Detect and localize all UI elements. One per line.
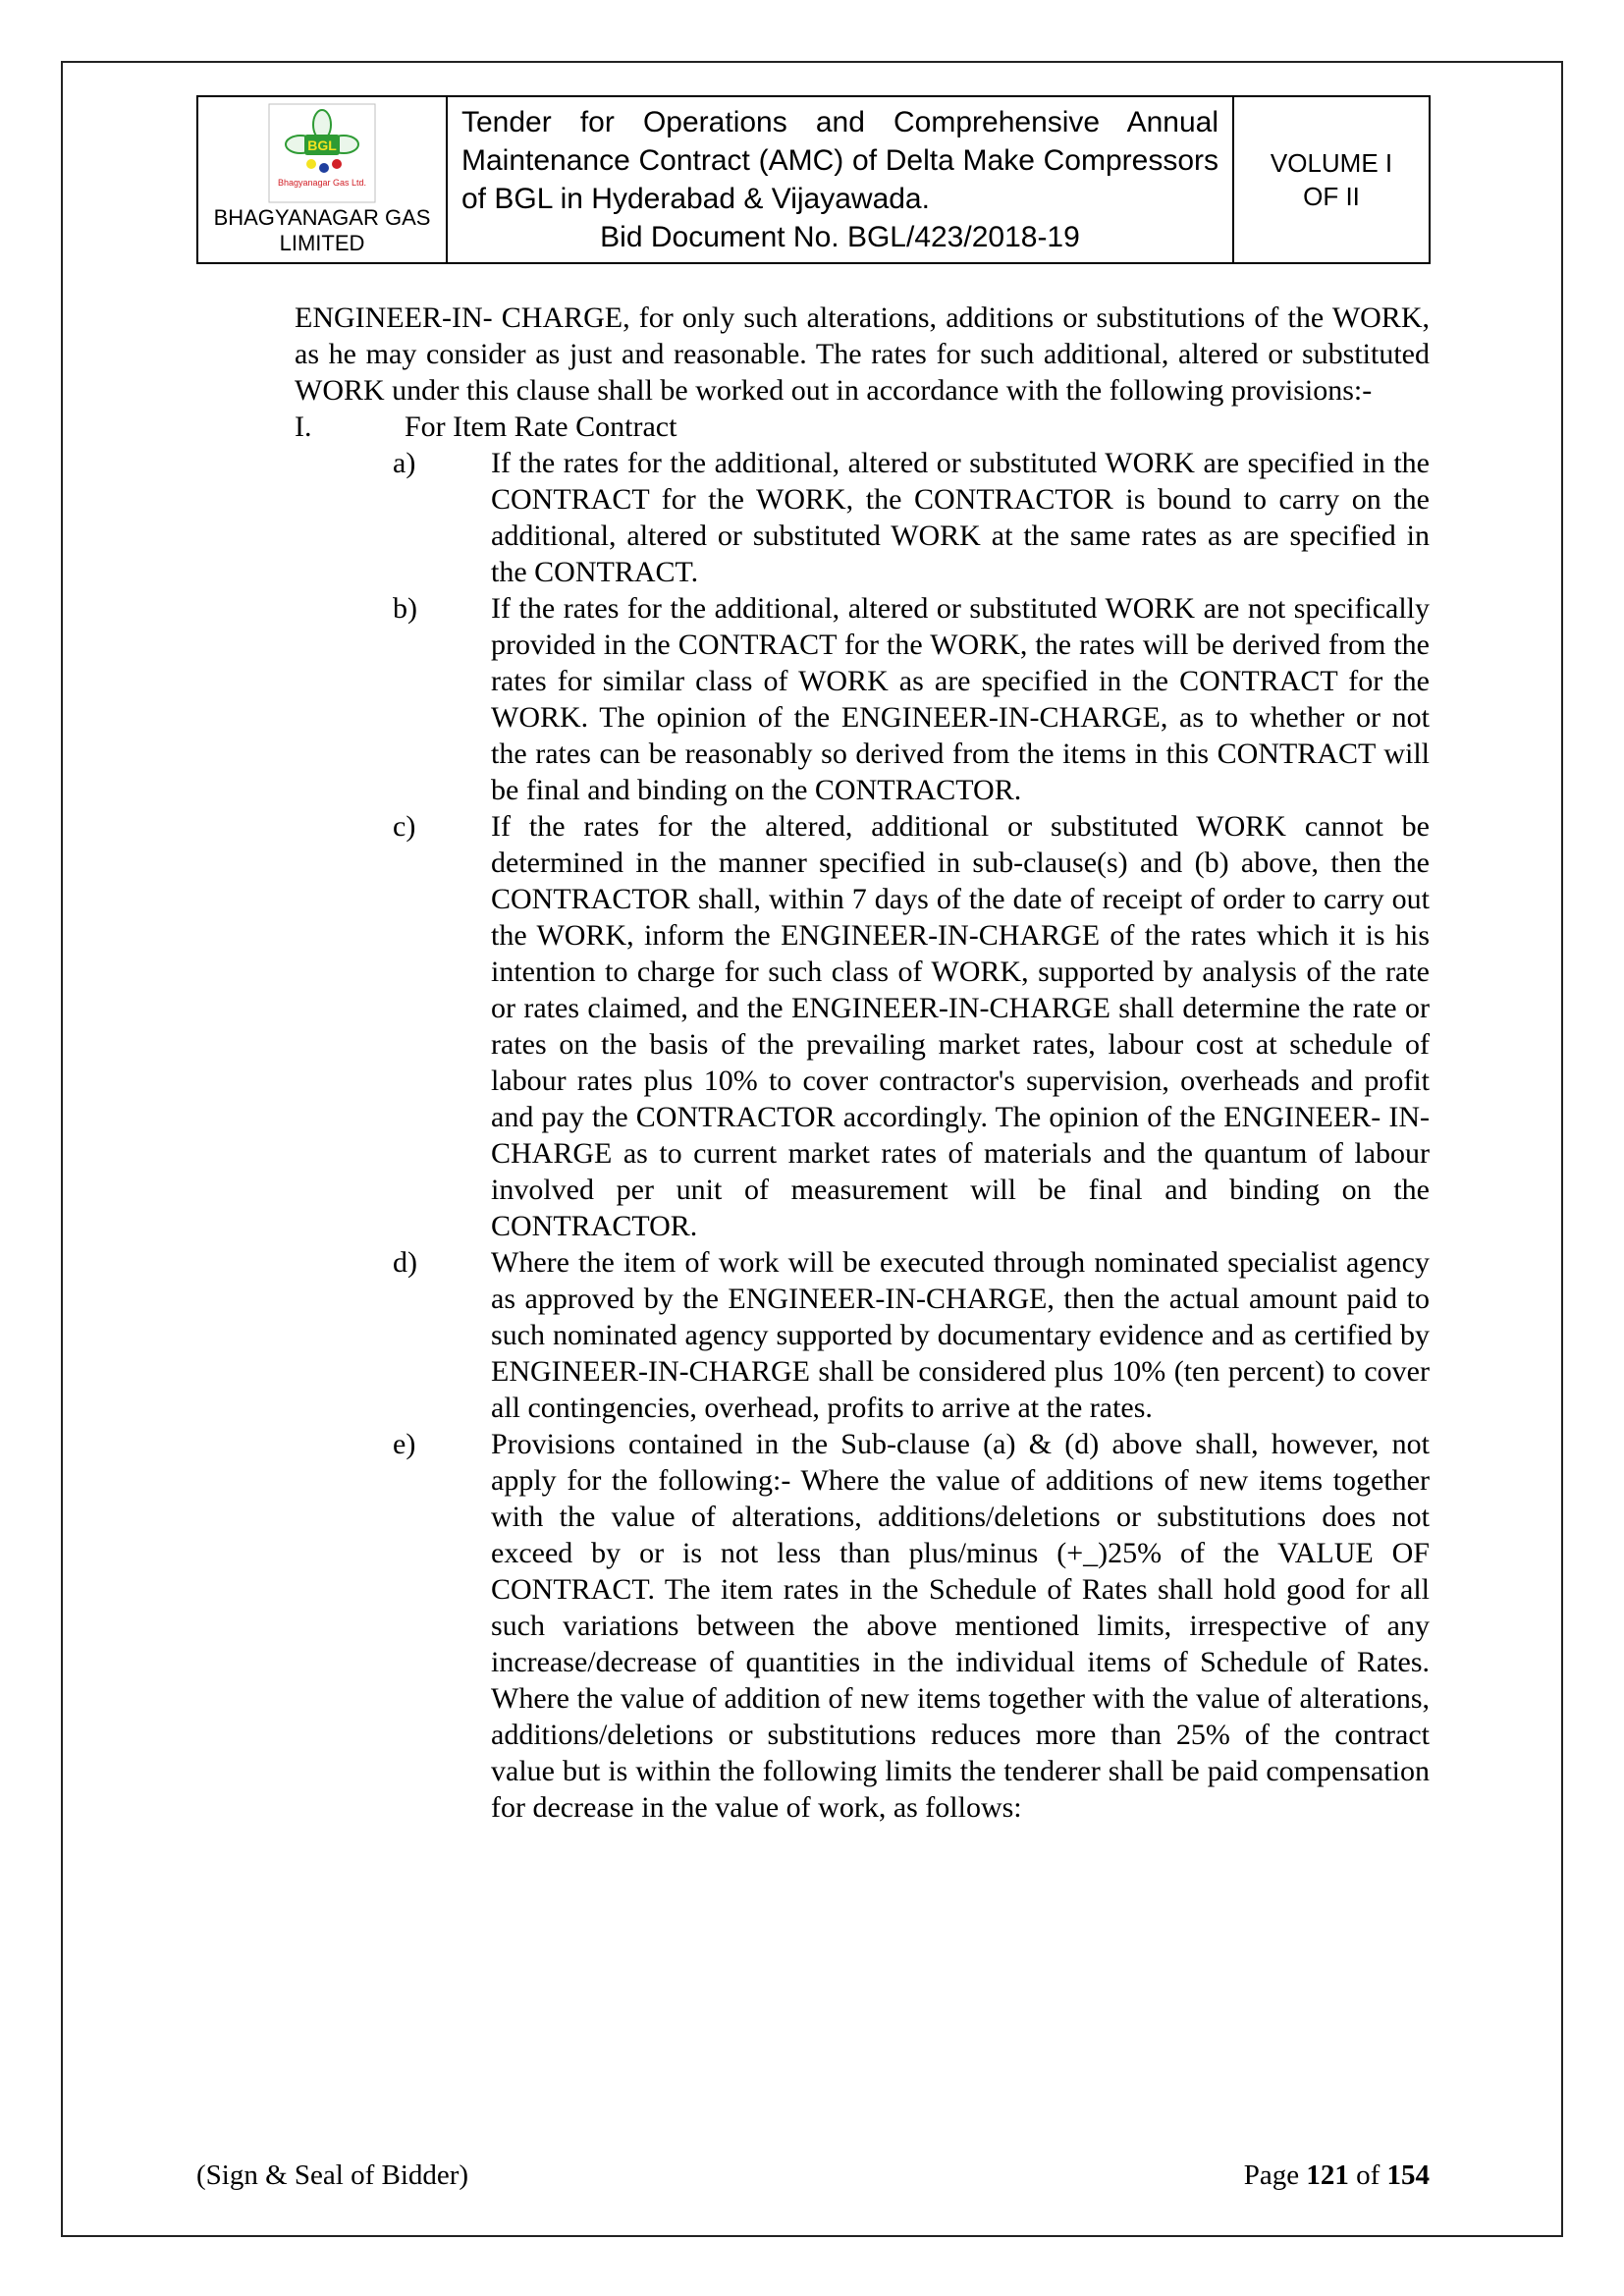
clause-item-b [393, 590, 1430, 808]
org-name [214, 205, 431, 256]
section-title: For Item Rate Contract [405, 410, 677, 443]
section-heading [295, 409, 1430, 445]
document-body [295, 300, 1430, 1826]
clause-item-c [393, 808, 1430, 1244]
document-header [196, 95, 1431, 264]
bid-document-number: Bid Document No. BGL/423/2018-19 [600, 221, 1080, 253]
sign-seal-label: (Sign & Seal of Bidder) [196, 2159, 469, 2191]
title-cell [446, 97, 1232, 262]
clause-label: b) [393, 592, 417, 625]
logo-cell [198, 97, 446, 262]
clause-item-a [393, 445, 1430, 590]
document-footer [196, 2159, 1430, 2192]
logo-acronym: BGL [307, 137, 337, 153]
clause-text: Provisions contained in the Sub-clause (a) & (d) above shall, however, not apply for the following:- Where the value of additions of new items together with the value of alterations, additions/deletions or substitutions does not exceed by or is not less than plus/minus (+_)25% of the VALUE OF CONTRACT. The item rates in the Schedule of Rates shall hold good for all such variations between the above mentioned limits, irrespective of any increase/decrease of quantities in the individual items of Schedule of Rates. Where the value of addition of new items together with the value of alterations, additions/deletions or substitutions reduces more than 25% of the contract value but is within the following limits the tenderer shall be paid compensation for decrease in the value of work, as follows: [491, 1428, 1430, 1824]
clause-text: If the rates for the additional, altered or substituted WORK are specified in the CONTRACT for the WORK, the CONTRACTOR is bound to carry on the additional, altered or substituted WORK at the same rates as are specified in the CONTRACT. [491, 447, 1430, 588]
clause-label: e) [393, 1428, 416, 1460]
page-total: 154 [1386, 2159, 1430, 2191]
page-current: 121 [1306, 2159, 1349, 2191]
clause-text: Where the item of work will be executed through nominated specialist agency as approved by the ENGINEER-IN-CHARGE, then the actual amount paid to such nominated agency supported by documentary evidence and as certified by ENGINEER-IN-CHARGE shall be considered plus 10% (ten percent) to cover all contingencies, overhead, profits to arrive at the rates. [491, 1246, 1430, 1424]
tender-title: Tender for Operations and Comprehensive Annual Maintenance Contract (AMC) of Delta Make Compressors of BGL in Hyderabad & Vijayawada. [461, 106, 1218, 215]
clause-item-d [393, 1244, 1430, 1426]
bgl-logo-icon [268, 103, 376, 203]
clause-label: c) [393, 810, 416, 843]
volume-cell [1232, 97, 1429, 262]
volume-line2: OF II [1303, 182, 1360, 211]
section-number: I. [295, 410, 312, 443]
org-name-line2: LIMITED [279, 231, 365, 255]
clause-label: d) [393, 1246, 417, 1279]
of-word: of [1356, 2159, 1380, 2191]
org-name-line1: BHAGYANAGAR GAS [213, 205, 431, 230]
volume-line1: VOLUME I [1270, 148, 1393, 178]
page-number-label [1244, 2159, 1430, 2192]
clause-item-e [393, 1426, 1430, 1826]
clause-text: If the rates for the altered, additional or substituted WORK cannot be determined in the manner specified in sub-clause(s) and (b) above, then the CONTRACTOR shall, within 7 days of the date of receipt of order to carry out the WORK, inform the ENGINEER-IN-CHARGE of the rates which it is his intention to charge for such class of WORK, supported by analysis of the rate or rates claimed, and the ENGINEER-IN-CHARGE shall determine the rate or rates on the basis of the prevailing market rates, labour cost at schedule of labour rates plus 10% to cover contractor's supervision, overheads and profit and pay the CONTRACTOR accordingly. The opinion of the ENGINEER- IN-CHARGE as to current market rates of materials and the quantum of labour involved per unit of measurement will be final and binding on the CONTRACTOR. [491, 810, 1430, 1242]
clause-label: a) [393, 447, 416, 479]
logo-caption: Bhagyanagar Gas Ltd. [277, 178, 367, 188]
intro-paragraph: ENGINEER-IN- CHARGE, for only such alterations, additions or substitutions of the WORK, as he may consider as just and reasonable. The rates for such additional, altered or substituted WORK under this clause shall be worked out in accordance with the following provisions:- [295, 301, 1430, 407]
clause-text: If the rates for the additional, altered or substituted WORK are not specifically provided in the CONTRACT for the WORK, the rates will be derived from the rates for similar class of WORK as are specified in the CONTRACT for the WORK. The opinion of the ENGINEER-IN-CHARGE, as to whether or not the rates can be reasonably so derived from the items in this CONTRACT will be final and binding on the CONTRACTOR. [491, 592, 1430, 806]
document-page [61, 61, 1563, 2237]
page-word: Page [1243, 2159, 1300, 2191]
